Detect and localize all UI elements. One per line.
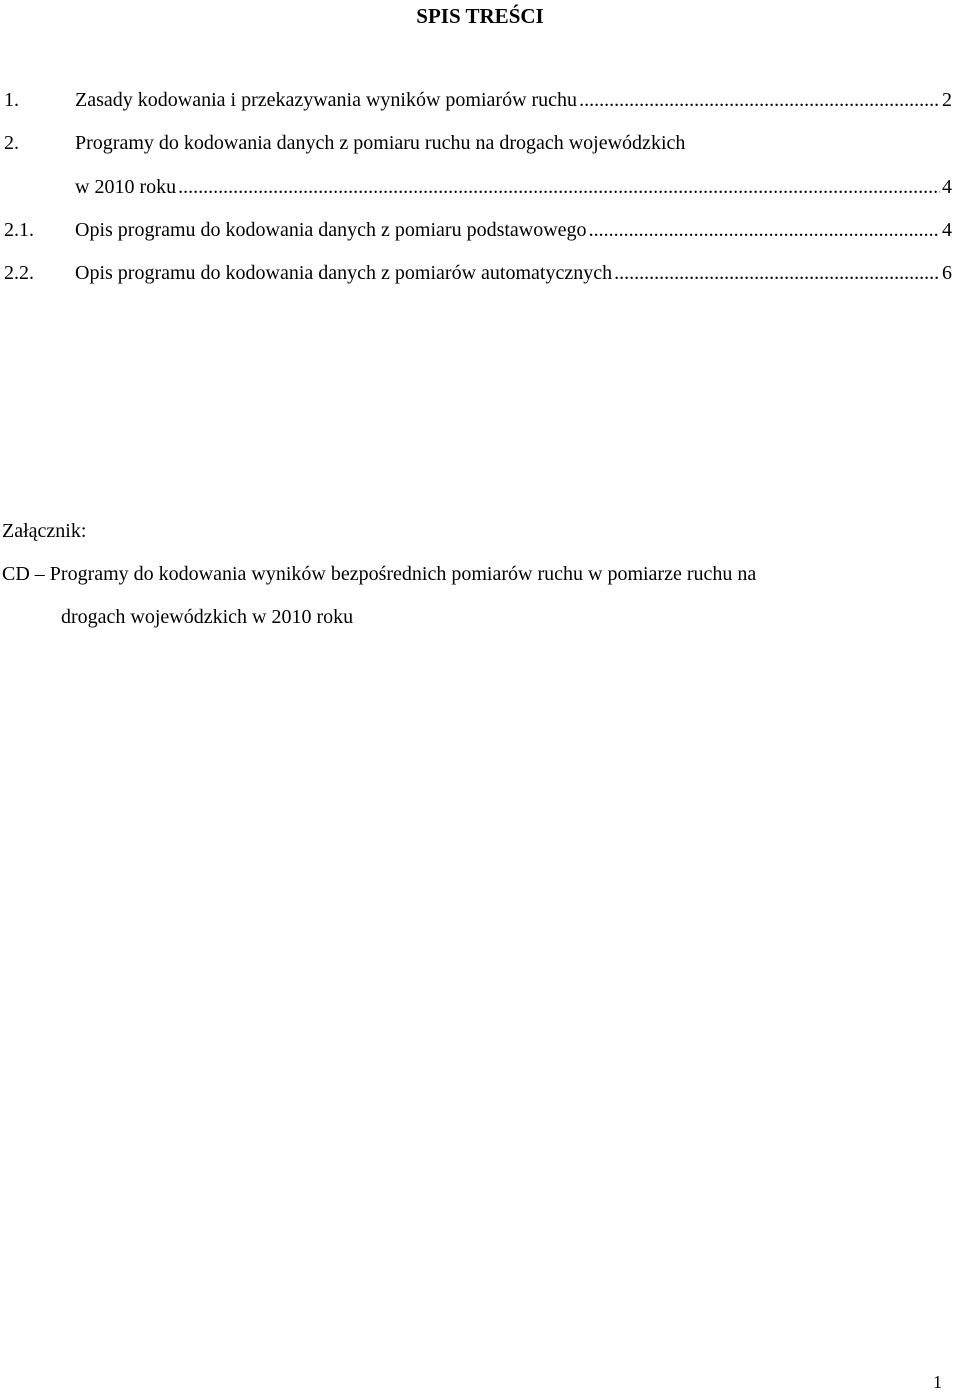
page-number: 1: [933, 1372, 942, 1392]
toc-entry-2-continuation[interactable]: [0, 173, 952, 201]
toc-entry-text: Programy do kodowania danych z pomiaru ruchu na drogach wojewódzkich: [75, 132, 686, 154]
toc-entry-number: 2.: [4, 132, 19, 154]
toc-entry-page: 6: [942, 262, 952, 284]
attachment-heading: Załącznik:: [2, 520, 87, 542]
toc-entry-number: 1.: [4, 89, 19, 111]
toc-entry-text: Zasady kodowania i przekazywania wyników pomiarów ruchu: [75, 89, 578, 111]
toc-entry-number: 2.1.: [4, 219, 34, 241]
toc-entry-number: 2.2.: [4, 262, 34, 284]
toc-leader-dots: [589, 216, 940, 244]
toc-entry-2-1[interactable]: [0, 216, 952, 244]
toc-entry-page: 4: [942, 219, 952, 241]
toc-entry-text: Opis programu do kodowania danych z pomiaru podstawowego: [75, 219, 587, 241]
toc-entry-page: 2: [942, 89, 952, 111]
attachment-line-2: drogach wojewódzkich w 2010 roku: [61, 606, 354, 628]
toc-leader-dots: [579, 86, 940, 114]
toc-entry-2-2[interactable]: [0, 259, 952, 287]
toc-entry-2[interactable]: [0, 129, 952, 157]
toc-entry-page: 4: [942, 176, 952, 198]
toc-entry-1[interactable]: [0, 86, 952, 114]
attachment-line-1: CD – Programy do kodowania wyników bezpośrednich pomiarów ruchu w pomiarze ruchu na: [2, 563, 757, 585]
toc-entry-text: w 2010 roku: [75, 176, 177, 198]
toc-leader-dots: [178, 173, 940, 201]
toc-entry-text: Opis programu do kodowania danych z pomiarów automatycznych: [75, 262, 613, 284]
toc-leader-dots: [614, 259, 940, 287]
page-title: SPIS TREŚCI: [416, 4, 544, 28]
